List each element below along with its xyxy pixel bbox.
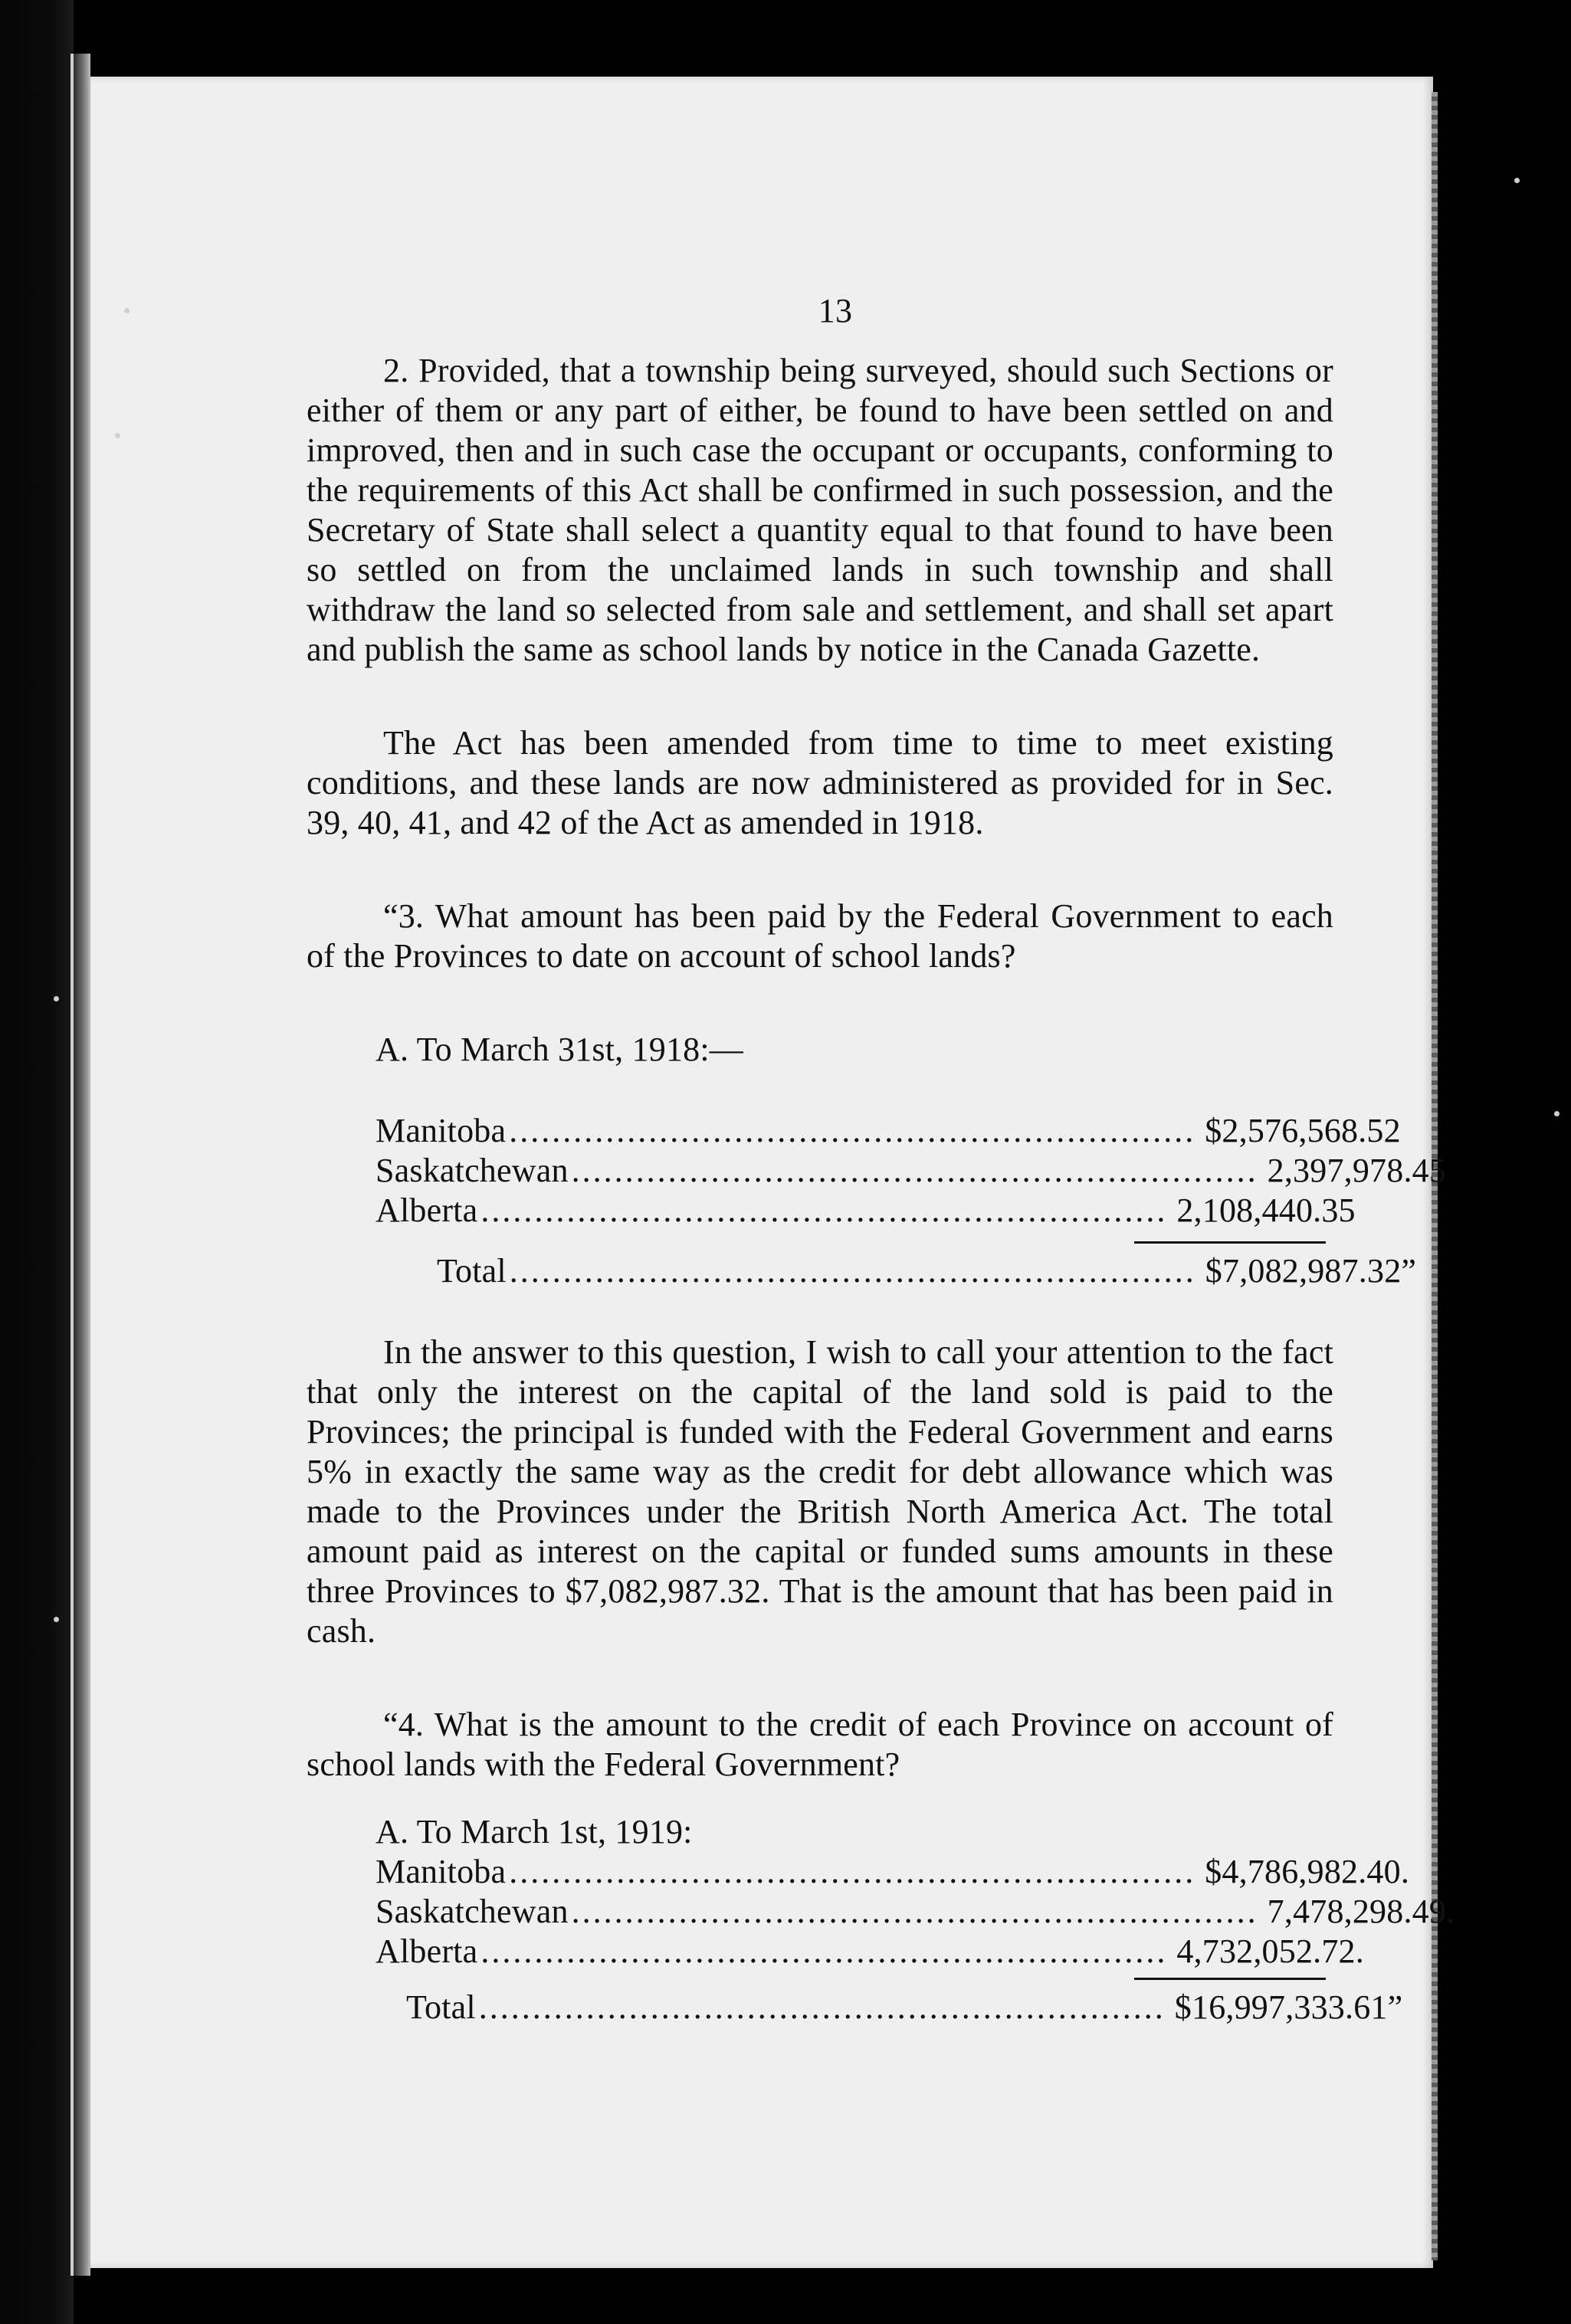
table-row: [307, 1892, 1455, 1932]
province-label: Manitoba: [376, 1112, 507, 1149]
province-label: Alberta: [376, 1192, 478, 1229]
province-label: Alberta: [376, 1932, 478, 1970]
paragraph-interest-explanation: In the answer to this question, I wish to call your attention to the fact that only the interest on the capital of the land sold is paid to the Provinces; the principal is funded with the Federal Government and earns 5% in exactly the same way as the credit for debt allowance which was made to the Provinces under the British North America Act. The total amount paid as interest on the capital or funded sums amounts in these three Provinces to $7,082,987.32. That is the amount that has been paid in cash.: [307, 1333, 1333, 1650]
amount-value: 4,732,052.72.: [1176, 1932, 1364, 1970]
total-amount: $16,997,333.61”: [1174, 1988, 1403, 2026]
scan-speck: [124, 308, 130, 313]
scan-speck: [1554, 1111, 1560, 1116]
credit-table-heading: A. To March 1st, 1919:: [376, 1813, 693, 1850]
credit-table: [307, 1812, 1455, 2027]
dot-leader: ................................................................: [509, 1112, 1196, 1149]
page-number: 13: [818, 292, 853, 329]
dot-leader: ................................................................: [571, 1893, 1258, 1930]
paragraph-proviso: 2. Provided, that a township being surveyed, should such Sections or either of them or any part of either, be found to have been settled on and improved, then and in such case the occupant or occupants, conforming to the requirements of this Act shall be confirmed in such possession, and the Secretary of State shall select a quantity equal to that found to have been so settled on from the unclaimed lands in such township and shall withdraw the land so selected from sale and settlement, and shall set apart and publish the same as school lands by notice in the Canada Gazette.: [307, 352, 1333, 668]
amount-value: $4,786,982.40.: [1205, 1853, 1410, 1890]
sum-rule: [1134, 1241, 1326, 1244]
total-amount: $7,082,987.32”: [1205, 1252, 1417, 1290]
question-3: “3. What amount has been paid by the Federal Government to each of the Provinces to date on account of school lands?: [307, 897, 1333, 975]
total-row: [307, 1251, 1417, 1291]
dot-leader: ................................................................: [478, 1988, 1166, 2026]
page-content: [307, 291, 1455, 2069]
amount-value: 2,108,440.35: [1176, 1192, 1356, 1229]
total-label: Total: [437, 1252, 507, 1290]
total-row: [307, 1988, 1403, 2027]
amount-value: 2,397,978.45: [1267, 1152, 1447, 1189]
province-label: Manitoba: [376, 1853, 507, 1890]
province-label: Saskatchewan: [376, 1152, 569, 1189]
province-label: Saskatchewan: [376, 1893, 569, 1930]
total-label: Total: [406, 1988, 476, 2026]
amount-value: 7,478,298.49.: [1267, 1893, 1455, 1930]
amount-value: $2,576,568.52: [1205, 1112, 1401, 1149]
question-4: “4. What is the amount to the credit of each Province on account of school lands with the Federal Government?: [307, 1706, 1333, 1783]
dot-leader: ................................................................: [571, 1152, 1258, 1189]
paragraph-act-amended: The Act has been amended from time to time to meet existing conditions, and these lands are now administered as provided for in Sec. 39, 40, 41, and 42 of the Act as amended in 1918.: [307, 724, 1333, 841]
scan-speck: [54, 1617, 59, 1622]
scan-speck: [1514, 178, 1520, 183]
scanner-background-left: [0, 0, 74, 2324]
payments-table: [307, 1030, 1447, 1291]
dot-leader: ................................................................: [509, 1252, 1196, 1290]
book-spine: [74, 54, 90, 2276]
dot-leader: ................................................................: [480, 1932, 1168, 1970]
dot-leader: ................................................................: [480, 1192, 1168, 1229]
table-row: [307, 1151, 1447, 1191]
table-row: [307, 1932, 1364, 1972]
table-row: [307, 1852, 1410, 1892]
payments-table-heading: A. To March 31st, 1918:—: [376, 1031, 743, 1068]
scan-speck: [54, 996, 59, 1001]
dot-leader: ................................................................: [509, 1853, 1196, 1890]
table-row: [307, 1191, 1356, 1231]
table-row: [307, 1111, 1401, 1151]
scan-speck: [115, 433, 120, 438]
sum-rule: [1134, 1978, 1326, 1980]
